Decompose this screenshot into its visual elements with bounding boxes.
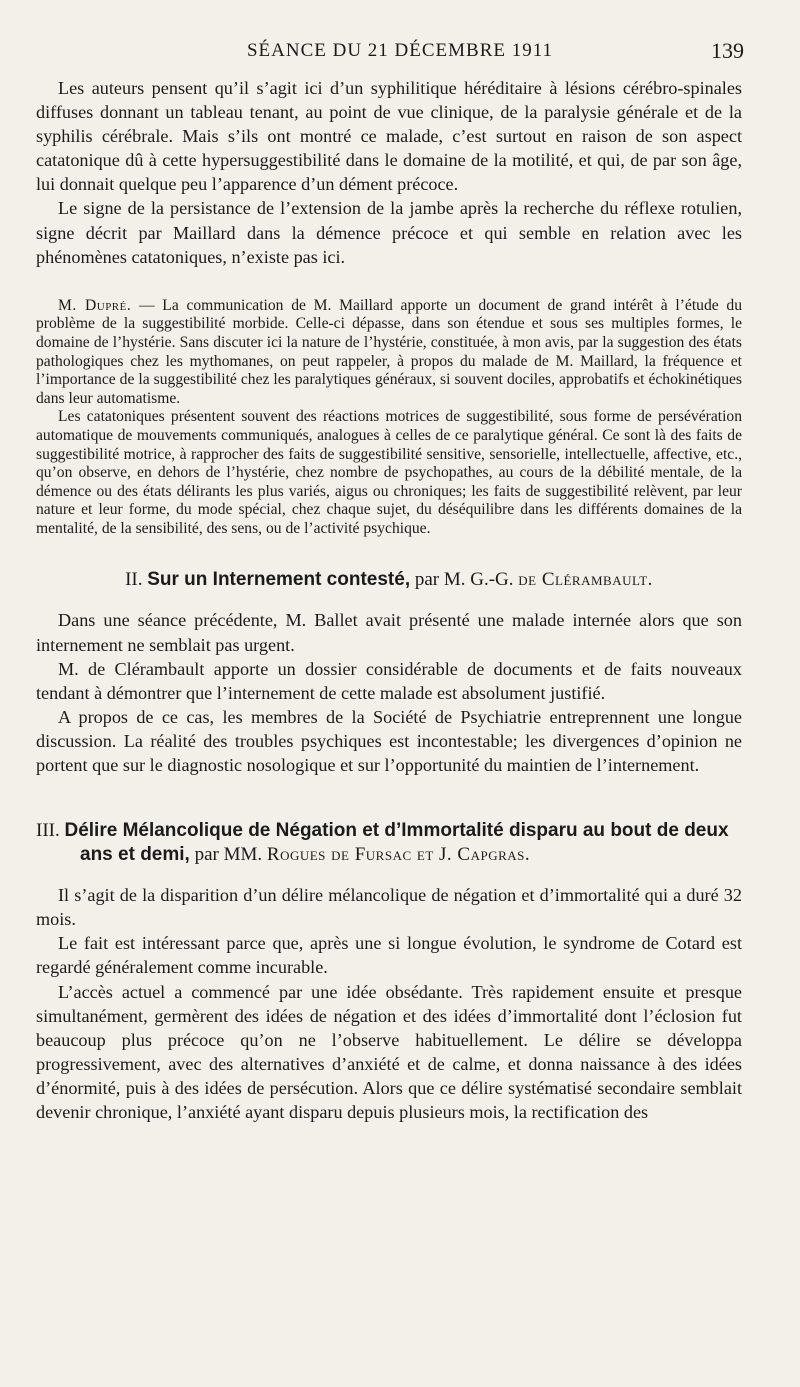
section-author: de Clérambault. [518,569,653,591]
paragraph: Dans une séance précédente, M. Ballet avait présenté une malade internée alors que son internement ne semblait pas urgent. [36,610,742,655]
speaker-name: M. Dupré. [58,296,132,314]
section-title: Délire Mélancolique de Négation et d’Immortalité disparu au bout de deux ans et demi, [64,820,729,866]
page-body [36,76,742,1124]
section-numeral: II. [125,569,143,591]
page-number: 139 [711,38,744,63]
section-heading-2 [36,568,742,592]
paragraph: L’accès actuel a commencé par une idée obsédante. Très rapidement ensuite et presque simultanément, germèrent des idées de négation et des idées d’immortalité dont l’éclosion fut beaucoup plus précoce qu’on ne l’observe habituellement. Le délire se développa progressivement, avec des alternatives d’anxiété et de calme, et donna naissance à des idées d’énormité, puis à des idées de persécution. Alors que ce délire systématisé secondaire semblait devenir chronique, l’anxiété ayant disparu depuis plusieurs mois, la rectification des [36,981,742,1122]
running-title: SÉANCE DU 21 DÉCEMBRE 1911 [246,40,554,61]
paragraph: M. de Clérambault apporte un dossier considérable de documents et de faits nouveaux tendant à démontrer que l’internement de cette malade est absolument justifié. [36,658,742,703]
section-heading-3 [36,819,742,867]
section-authors: Rogues de Fursac et J. Capgras. [266,844,531,866]
section-byline: par M. G.-G. [414,569,514,591]
paragraph: Les catatoniques présentent souvent des réactions motrices de suggestibilité, sous forme de persévération automatique de mouvements communiqués, analogues à celles de ce paralytique général. Ce sont là des faits de suggestibilité motrice, à rapprocher des faits de suggestibilité sensitive, sensorielle, intellectuelle, affective, etc., qu’on observe, en dehors de l’hystérie, chez nombre de psychopathes, au cours de la débilité mentale, de la démence ou des états délirants les plus variés, aigus ou chroniques; les faits de suggestibilité relèvent, par leur nature et leur forme, du mode spécial, chez chaque sujet, du déséquilibre dans les différents domaines de la mentalité, de la sensibilité, des sens, ou de l’activité psychique. [36,408,742,537]
dupre-remark [36,297,742,409]
remark-text: — La communication de M. Maillard apporte un document de grand intérêt à l’étude du problème de la suggestibilité morbide. Celle-ci dépasse, dans son étendue et sous ses multiples formes, le domaine de l’hystérie. Sans discuter ici la nature de l’hystérie, constituée, à mon avis, par la suggestion des états pathologiques chez les mythomanes, on peut rappeler, à propos du malade de M. Maillard, la fréquence et l’importance de la suggestibilité chez les paralytiques généraux, si souvent dociles, approbatifs et échokinétiques dans leur automatisme. [36,296,742,407]
paragraph: Le fait est intéressant parce que, après une si longue évolution, le syndrome de Cotard est regardé généralement comme incurable. [36,933,742,978]
section-title: Sur un Internement contesté, [147,569,411,591]
paragraph: Les auteurs pensent qu’il s’agit ici d’un syphilitique héréditaire à lésions cérébro-spinales diffuses donnant un tableau tenant, au point de vue clinique, de la paralysie générale et de la syphilis cérébrale. Mais s’ils ont montré ce malade, c’est surtout en raison de son aspect catatonique dû à cette hypersuggestibilité dans le domaine de la motilité, et qui, de par son âge, lui donnait quelque peu l’apparence d’un dément précoce. [36,78,742,195]
section-byline: par MM. [194,844,263,866]
paragraph: Le signe de la persistance de l’extension de la jambe après la recherche du réflexe rotulien, signe décrit par Maillard dans la démence précoce et qui semble en relation avec les phénomènes catatoniques, n’existe pas ici. [36,198,742,267]
section-numeral: III. [36,820,60,842]
paragraph: A propos de ce cas, les membres de la Société de Psychiatrie entreprennent une longue discussion. La réalité des troubles psychiques est incontestable; les divergences d’opinion ne portent que sur le diagnostic nosologique et sur l’opportunité du maintien de l’internement. [36,706,742,776]
paragraph: Il s’agit de la disparition d’un délire mélancolique de négation et d’immortalité qui a duré 32 mois. [36,885,742,930]
page-header [56,38,744,66]
